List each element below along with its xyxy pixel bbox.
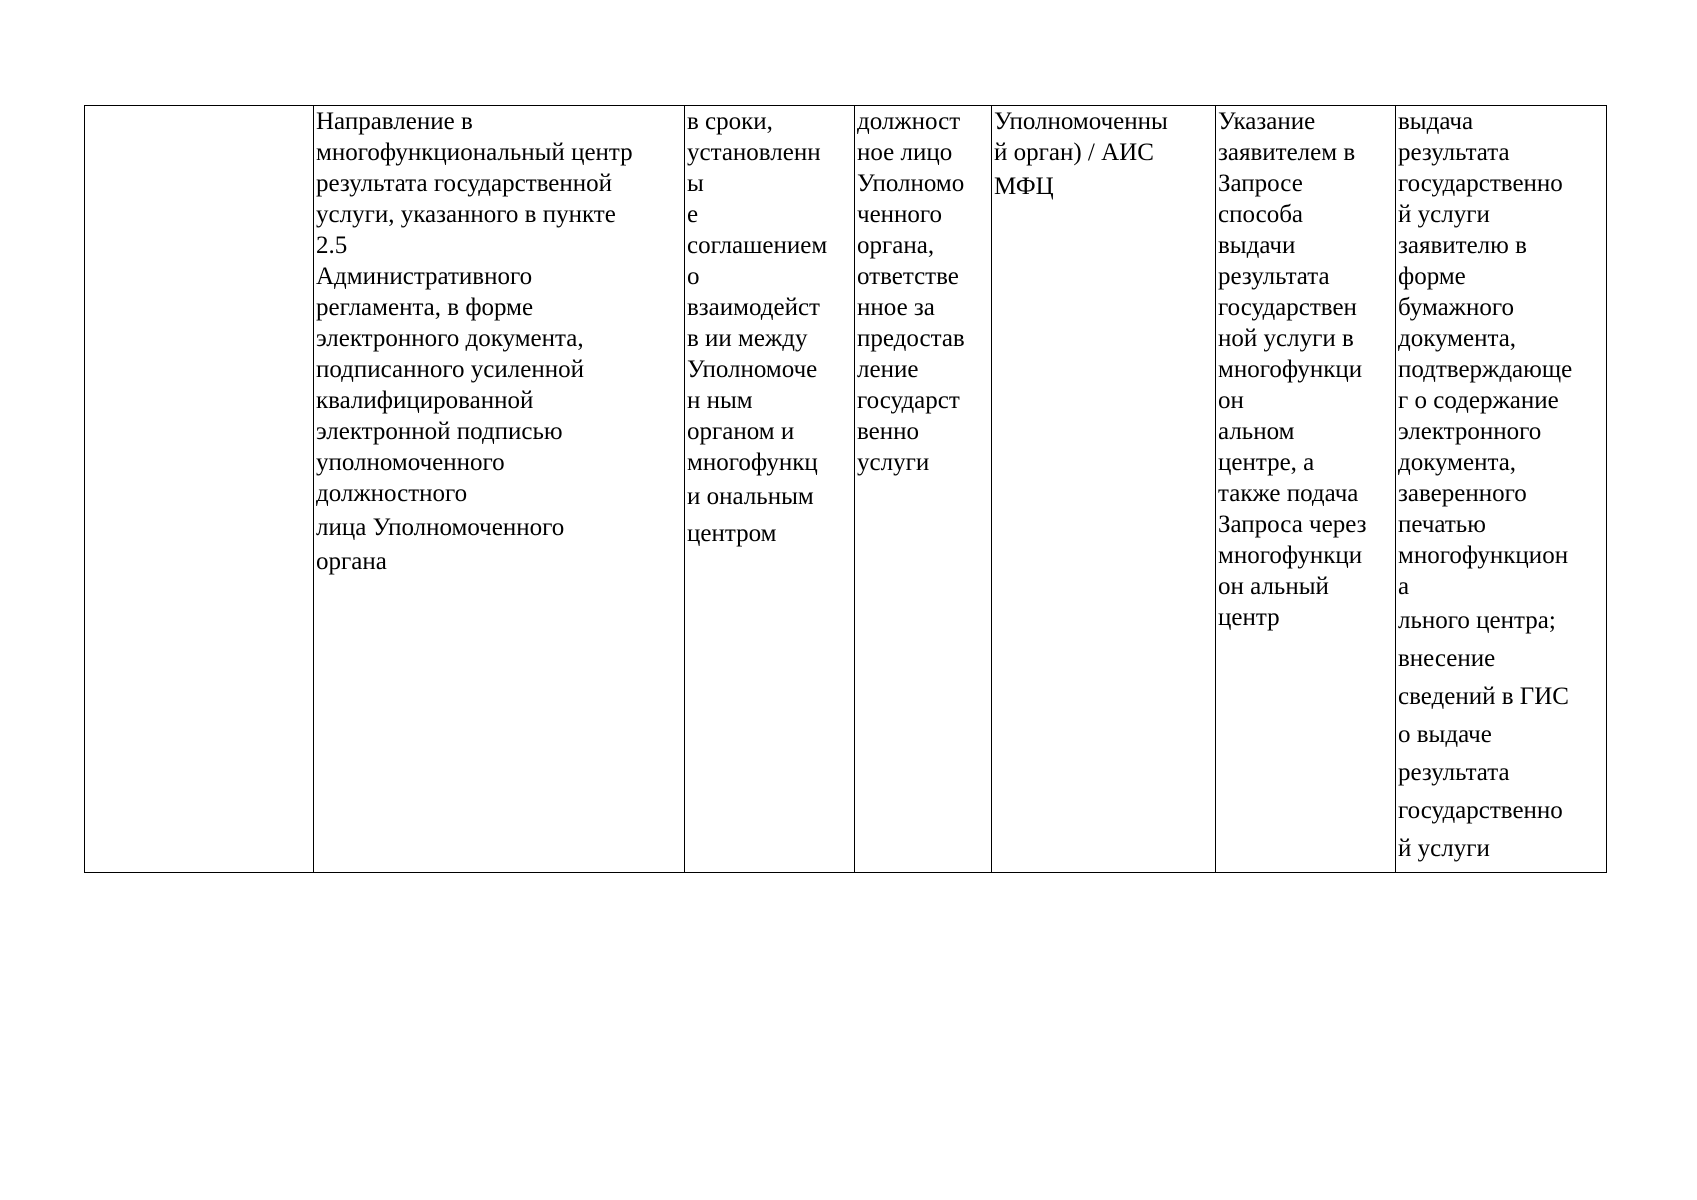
- cell-line: в ии между: [687, 325, 808, 352]
- cell-result: [1396, 106, 1607, 873]
- cell-line: нное за: [857, 294, 935, 321]
- cell-line: ответстве: [857, 263, 959, 290]
- cell-line: результата государственной: [316, 170, 613, 197]
- cell-line: ное лицо: [857, 139, 953, 166]
- cell-line: ы: [687, 170, 704, 197]
- cell-line: многофункциональный центр: [316, 139, 633, 166]
- cell-responsible-official: [855, 106, 992, 873]
- cell-line: подтверждающе: [1398, 356, 1573, 383]
- cell-line: о выдаче: [1398, 721, 1492, 748]
- cell-line: н ным: [687, 387, 753, 414]
- cell-line: многофункцион: [1398, 542, 1569, 569]
- cell-line: о: [687, 263, 700, 290]
- cell-line: государствен: [1218, 294, 1357, 321]
- cell-line: он альный: [1218, 573, 1329, 600]
- cell-line: центр: [1218, 604, 1280, 631]
- cell-line: результата: [1398, 759, 1510, 786]
- cell-line: Административного: [316, 263, 533, 290]
- cell-line: также подача: [1218, 480, 1359, 507]
- cell-line: должностного: [316, 480, 468, 507]
- cell-line: электронного: [1398, 418, 1542, 445]
- cell-line: ление: [857, 356, 919, 383]
- cell-line: способа: [1218, 201, 1304, 228]
- cell-line: государственно: [1398, 170, 1563, 197]
- cell-line: лица Уполномоченного: [316, 514, 565, 541]
- cell-line: результата: [1398, 139, 1510, 166]
- cell-line: многофункци: [1218, 542, 1363, 569]
- cell-line: венно: [857, 418, 920, 445]
- cell-line: печатью: [1398, 511, 1486, 538]
- cell-line: государст: [857, 387, 960, 414]
- cell-line: льного центра;: [1398, 607, 1556, 634]
- cell-line: Указание: [1218, 108, 1316, 135]
- cell-line: центром: [687, 520, 777, 547]
- cell-line: и ональным: [687, 483, 814, 510]
- cell-line: документа,: [1398, 449, 1517, 476]
- cell-deadline: [685, 106, 855, 873]
- cell-line: й услуги: [1398, 201, 1490, 228]
- cell-line: 2.5: [316, 232, 348, 259]
- cell-line: МФЦ: [994, 173, 1054, 200]
- cell-line: центре, а: [1218, 449, 1315, 476]
- cell-line: результата: [1218, 263, 1330, 290]
- cell-line: заявителем в: [1218, 139, 1356, 166]
- cell-line: органом и: [687, 418, 795, 445]
- cell-line: заявителю в: [1398, 232, 1527, 259]
- cell-line: а: [1398, 573, 1410, 600]
- cell-line: взаимодейст: [687, 294, 820, 321]
- cell-line: ченного: [857, 201, 943, 228]
- cell-line: многофункци: [1218, 356, 1363, 383]
- cell-line: ной услуги в: [1218, 325, 1354, 352]
- cell-line: соглашением: [687, 232, 828, 259]
- cell-line: Запроса через: [1218, 511, 1367, 538]
- cell-line: Уполномоченны: [994, 108, 1168, 135]
- cell-line: й орган) / АИС: [994, 139, 1154, 166]
- cell-line: альном: [1218, 418, 1295, 445]
- cell-line: выдачи: [1218, 232, 1296, 259]
- cell-line: электронного документа,: [316, 325, 584, 352]
- cell-line: сведений в ГИС: [1398, 683, 1569, 710]
- cell-line: подписанного усиленной: [316, 356, 584, 383]
- cell-line: регламента, в форме: [316, 294, 534, 321]
- cell-line: установленн: [687, 139, 821, 166]
- cell-execution-place: [992, 106, 1216, 873]
- cell-line: Уполномоче: [687, 356, 818, 383]
- cell-line: выдача: [1398, 108, 1474, 135]
- cell-line: е: [687, 201, 699, 228]
- cell-line: Запросе: [1218, 170, 1303, 197]
- cell-line: электронной подписью: [316, 418, 563, 445]
- cell-line: Направление в: [316, 108, 473, 135]
- cell-line: документа,: [1398, 325, 1517, 352]
- cell-line: услуги, указанного в пункте: [316, 201, 616, 228]
- cell-line: уполномоченного: [316, 449, 505, 476]
- cell-line: государственно: [1398, 797, 1563, 824]
- cell-line: заверенного: [1398, 480, 1527, 507]
- process-table: [84, 105, 1607, 873]
- cell-empty: [85, 106, 314, 873]
- cell-line: Уполномо: [857, 170, 965, 197]
- cell-line: квалифицированной: [316, 387, 534, 414]
- cell-line: г о содержание: [1398, 387, 1559, 414]
- table-row: [85, 106, 1607, 873]
- cell-line: органа,: [857, 232, 935, 259]
- cell-decision-criteria: [1216, 106, 1396, 873]
- cell-line: в сроки,: [687, 108, 773, 135]
- cell-line: внесение: [1398, 645, 1496, 672]
- cell-line: органа: [316, 548, 387, 575]
- cell-line: он: [1218, 387, 1244, 414]
- cell-line: бумажного: [1398, 294, 1514, 321]
- cell-line: форме: [1398, 263, 1466, 290]
- cell-line: предостав: [857, 325, 965, 352]
- cell-line: й услуги: [1398, 835, 1490, 862]
- cell-line: должност: [857, 108, 961, 135]
- cell-line: услуги: [857, 449, 930, 476]
- cell-action-description: [314, 106, 685, 873]
- cell-line: многофункц: [687, 449, 818, 476]
